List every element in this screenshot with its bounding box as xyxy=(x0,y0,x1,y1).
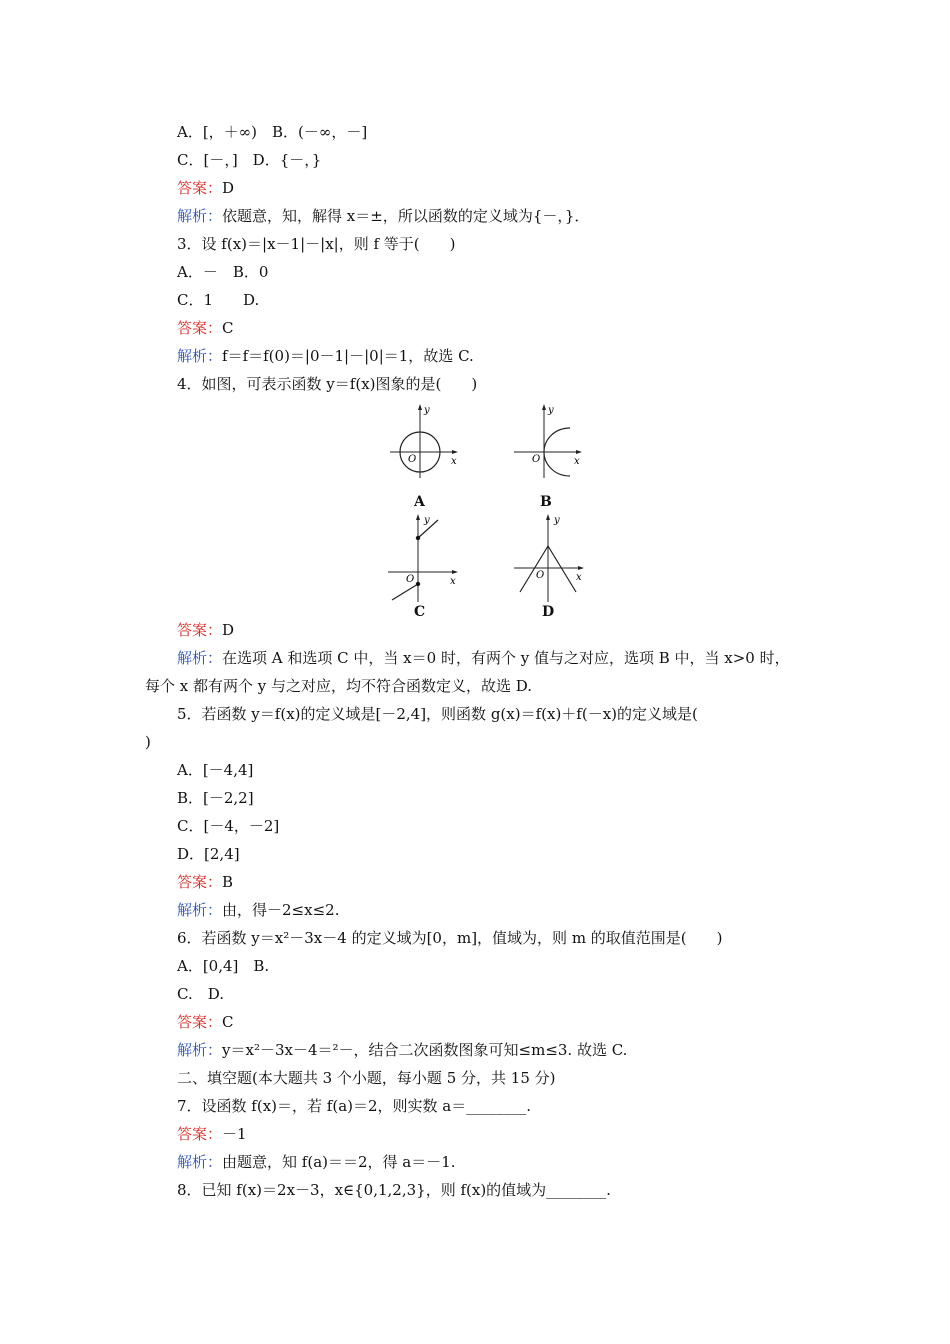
q2-options-cd: C．[－，] D．{－，} xyxy=(177,151,322,169)
answer-value: D xyxy=(222,621,235,639)
x-axis-label: x xyxy=(451,456,457,467)
q6-analysis xyxy=(177,1040,627,1060)
answer-value: C xyxy=(222,1013,234,1031)
q3-options-ab: A．－ B．0 xyxy=(177,263,269,281)
x-axis-label: x xyxy=(450,576,456,587)
q4-analysis xyxy=(177,648,790,668)
q7-analysis xyxy=(177,1152,456,1172)
origin-label: O xyxy=(532,454,541,465)
analysis-label: 解析： xyxy=(177,1153,223,1171)
q5-stem: 5．若函数 y＝f(x)的定义域是[－2,4]，则函数 g(x)＝f(x)＋f(－x)的定义域是( xyxy=(177,705,698,723)
answer-value: B xyxy=(222,873,234,891)
analysis-text: 由题意，知 f(a)＝＝2，得 a＝－1. xyxy=(222,1153,456,1171)
answer-value: D xyxy=(222,179,235,197)
q5-analysis xyxy=(177,900,339,920)
q5-option-d: D．[2,4] xyxy=(177,845,240,863)
graph-d xyxy=(510,512,590,604)
graph-c-caption: C xyxy=(414,604,426,620)
q2-analysis xyxy=(177,206,589,226)
analysis-label: 解析： xyxy=(177,207,223,225)
q3-analysis xyxy=(177,346,474,366)
q5-answer xyxy=(177,872,233,892)
y-axis-label: y xyxy=(424,515,430,526)
y-axis-label: y xyxy=(554,515,560,526)
graph-d-caption: D xyxy=(542,604,555,620)
q3-answer xyxy=(177,318,234,338)
answer-label: 答案： xyxy=(177,179,223,197)
analysis-text: f＝f＝f(0)＝|0－1|－|0|＝1，故选 C. xyxy=(222,347,474,365)
q8-stem: 8．已知 f(x)＝2x－3，x∈{0,1,2,3}，则 f(x)的值域为________. xyxy=(177,1181,611,1199)
answer-value: －1 xyxy=(222,1125,247,1143)
analysis-text: 在选项 A 和选项 C 中，当 x＝0 时，有两个 y 值与之对应，选项 B 中，当 x>0 时， xyxy=(222,649,790,667)
x-axis-label: x xyxy=(574,456,580,467)
q6-answer xyxy=(177,1012,234,1032)
analysis-label: 解析： xyxy=(177,347,223,365)
q5-option-c: C．[－4，－2] xyxy=(177,817,280,835)
section-heading-fill-in: 二、填空题(本大题共 3 个小题，每小题 5 分，共 15 分) xyxy=(177,1069,556,1087)
analysis-text: y＝x²－3x－4＝²－，结合二次函数图象可知≤m≤3. 故选 C. xyxy=(222,1041,628,1059)
analysis-text: 依题意，知，解得 x＝±，所以函数的定义域为{－，}． xyxy=(222,207,590,225)
origin-label: O xyxy=(536,570,545,581)
graph-c xyxy=(384,512,464,604)
q2-options-ab: A．[，＋∞) B．(－∞，－] xyxy=(177,123,368,141)
graph-a-caption: A xyxy=(414,494,425,510)
q6-stem: 6．若函数 y＝x²－3x－4 的定义域为[0，m]，值域为，则 m 的取值范围是( ) xyxy=(177,929,723,947)
q7-answer xyxy=(177,1124,247,1144)
analysis-label: 解析： xyxy=(177,1041,223,1059)
q2-answer xyxy=(177,178,234,198)
q3-options-cd: C．1 D. xyxy=(177,291,260,309)
q5-option-a: A．[－4,4] xyxy=(177,761,254,779)
q6-options-ab: A．[0,4] B. xyxy=(177,957,270,975)
y-axis-label: y xyxy=(424,405,430,416)
graph-b xyxy=(510,400,590,480)
q4-analysis-cont: 每个 x 都有两个 y 与之对应，均不符合函数定义，故选 D. xyxy=(145,677,533,695)
origin-label: O xyxy=(406,574,415,585)
answer-label: 答案： xyxy=(177,1125,223,1143)
graph-a xyxy=(384,400,464,480)
answer-label: 答案： xyxy=(177,1013,223,1031)
analysis-label: 解析： xyxy=(177,901,223,919)
analysis-text: 由，得－2≤x≤2. xyxy=(222,901,340,919)
q4-stem: 4．如图，可表示函数 y＝f(x)图象的是( ) xyxy=(177,375,478,393)
origin-label: O xyxy=(408,454,417,465)
graph-b-caption: B xyxy=(540,494,552,510)
answer-value: C xyxy=(222,319,234,337)
q4-answer xyxy=(177,620,234,640)
x-axis-label: x xyxy=(576,572,582,583)
y-axis-label: y xyxy=(548,405,554,416)
q6-options-cd: C. D. xyxy=(177,985,224,1003)
answer-label: 答案： xyxy=(177,873,223,891)
q7-stem: 7．设函数 f(x)＝，若 f(a)＝2，则实数 a＝________. xyxy=(177,1097,532,1115)
q5-option-b: B．[－2,2] xyxy=(177,789,254,807)
q5-stem-cont: ) xyxy=(145,733,151,751)
answer-label: 答案： xyxy=(177,319,223,337)
q3-stem: 3．设 f(x)＝|x－1|－|x|，则 f 等于( ) xyxy=(177,235,456,253)
answer-label: 答案： xyxy=(177,621,223,639)
analysis-label: 解析： xyxy=(177,649,223,667)
